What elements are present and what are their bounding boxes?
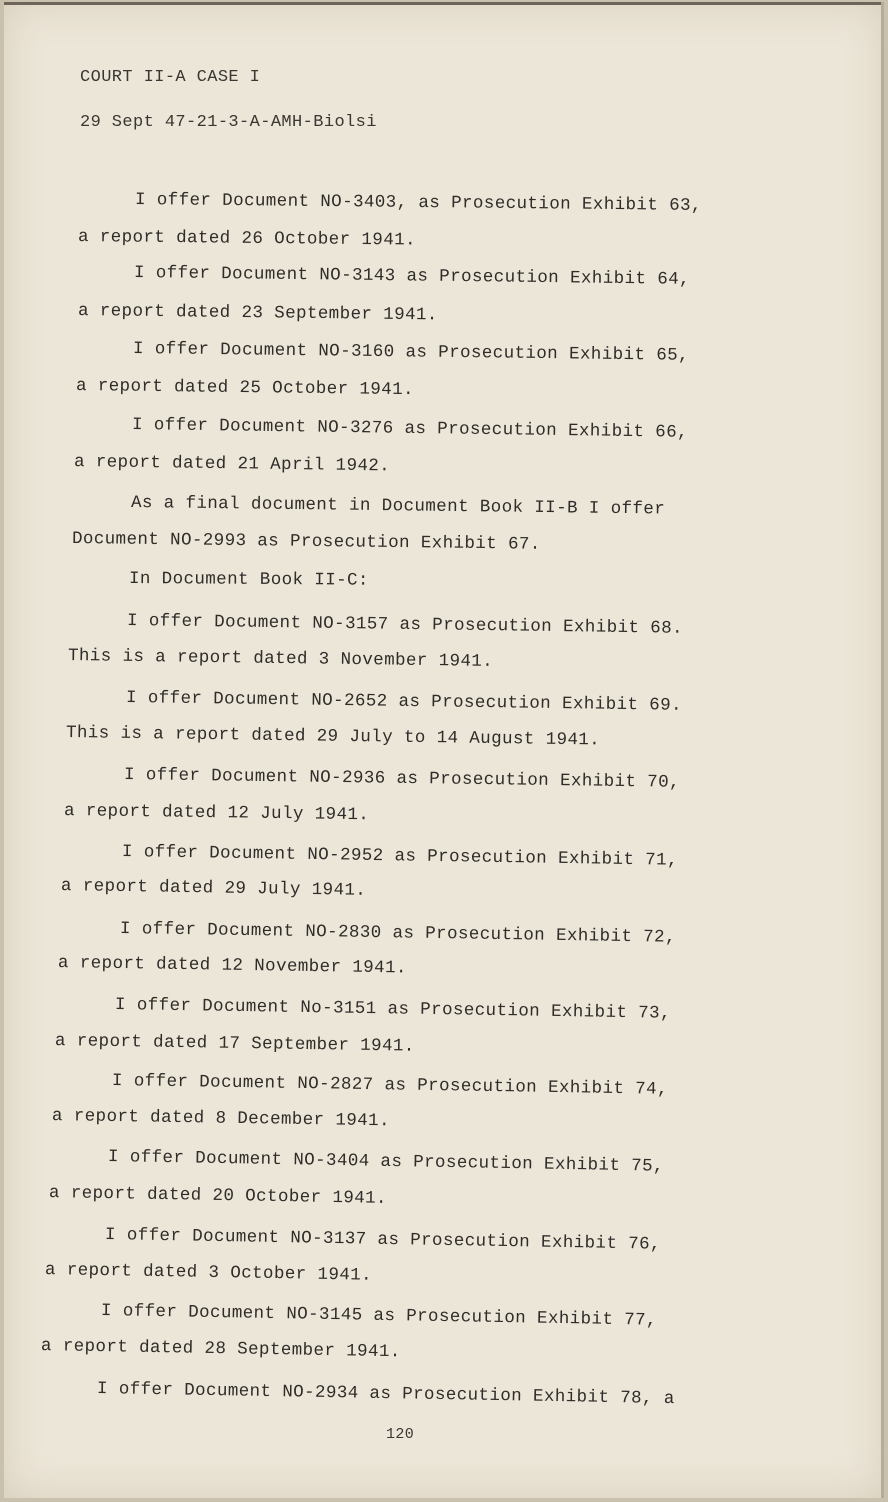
paragraph-line: a report dated 25 October 1941.: [75, 376, 415, 401]
paragraph-line: a report dated 21 April 1942.: [73, 452, 391, 477]
paragraph-line: This is a report dated 29 July to 14 August 1941.: [65, 723, 601, 751]
paragraph-line: In Document Book II-C:: [128, 569, 369, 591]
paragraph-line: a report dated 17 September 1941.: [54, 1031, 415, 1057]
paragraph-line: I offer Document NO-3276 as Prosecution Exhibit 66,: [131, 415, 689, 443]
paragraph-line: As a final document in Document Book II-B I offer: [130, 493, 666, 520]
paragraph-line: Document NO-2993 as Prosecution Exhibit 67.: [71, 529, 541, 555]
paragraph-line: I offer Document NO-2934 as Prosecution Exhibit 78, a: [96, 1379, 675, 1410]
paragraph-line: I offer Document NO-3157 as Prosecution Exhibit 68.: [126, 611, 684, 639]
paragraph-line: I offer Document NO-2827 as Prosecution Exhibit 74,: [111, 1071, 669, 1100]
paragraph-line: I offer Document NO-2652 as Prosecution Exhibit 69.: [125, 688, 683, 716]
paragraph-line: I offer Document NO-2952 as Prosecution Exhibit 71,: [121, 842, 679, 871]
page-number: 120: [386, 1426, 415, 1443]
page-right-edge: [881, 2, 884, 1498]
document-page: [4, 2, 884, 1498]
paragraph-line: I offer Document NO-3143 as Prosecution Exhibit 64,: [133, 263, 691, 290]
page-top-edge: [4, 2, 884, 5]
paragraph-line: I offer Document NO-2936 as Prosecution Exhibit 70,: [123, 765, 681, 793]
court-header: COURT II-A CASE I: [80, 68, 261, 87]
paragraph-line: a report dated 28 September 1941.: [40, 1336, 401, 1363]
paragraph-line: I offer Document No-3151 as Prosecution Exhibit 73,: [114, 995, 672, 1024]
paragraph-line: I offer Document NO-3160 as Prosecution Exhibit 65,: [132, 339, 690, 366]
paragraph-line: a report dated 26 October 1941.: [77, 227, 417, 251]
paragraph-line: a report dated 29 July 1941.: [60, 876, 367, 901]
paragraph-line: I offer Document NO-3404 as Prosecution Exhibit 75,: [107, 1147, 665, 1177]
paragraph-line: a report dated 20 October 1941.: [48, 1183, 388, 1209]
paragraph-line: I offer Document NO-3145 as Prosecution Exhibit 77,: [100, 1301, 658, 1331]
paragraph-line: a report dated 8 December 1941.: [51, 1106, 391, 1132]
session-header: 29 Sept 47-21-3-A-AMH-Biolsi: [80, 113, 377, 132]
paragraph-line: I offer Document NO-2830 as Prosecution Exhibit 72,: [119, 919, 677, 948]
paragraph-line: a report dated 12 November 1941.: [57, 953, 407, 979]
paragraph-line: a report dated 23 September 1941.: [77, 301, 438, 326]
paragraph-line: a report dated 3 October 1941.: [44, 1260, 373, 1286]
paragraph-line: a report dated 12 July 1941.: [63, 801, 370, 826]
paragraph-line: I offer Document NO-3403, as Prosecution Exhibit 63,: [134, 190, 702, 216]
paragraph-line: This is a report dated 3 November 1941.: [67, 646, 494, 672]
paragraph-line: I offer Document NO-3137 as Prosecution Exhibit 76,: [104, 1225, 662, 1255]
